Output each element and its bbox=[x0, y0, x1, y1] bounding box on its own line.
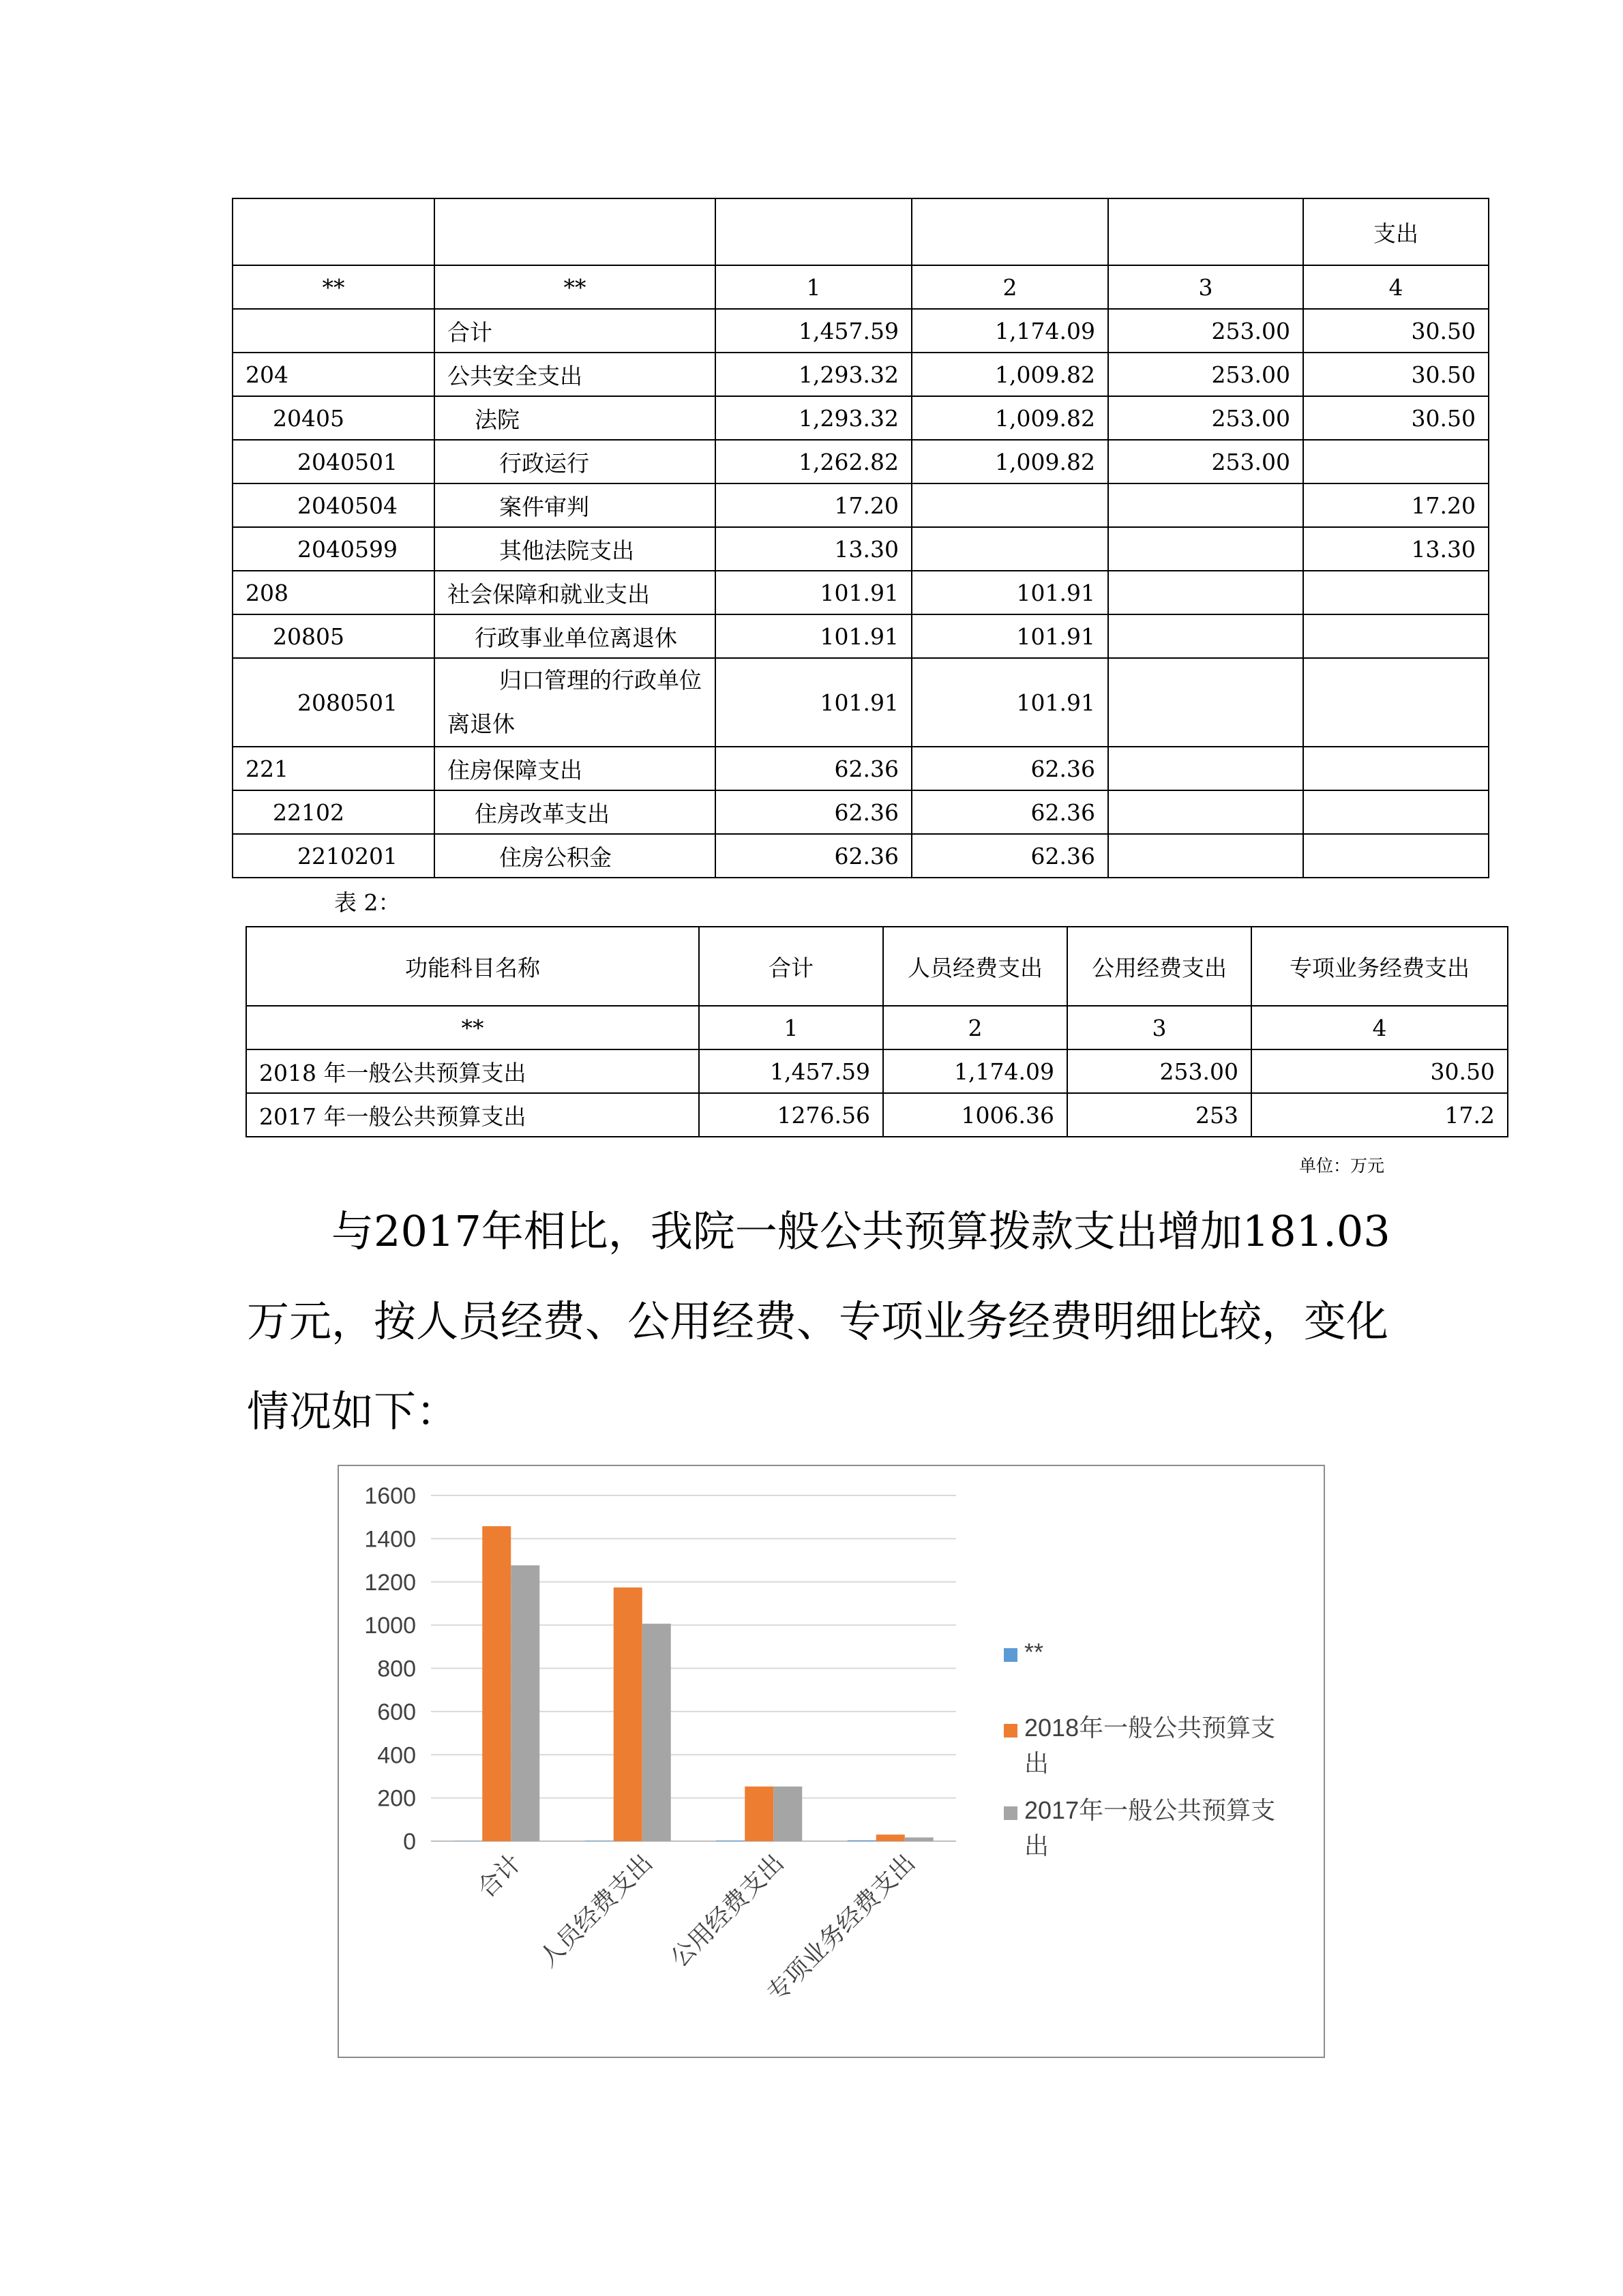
header-cell bbox=[233, 198, 434, 265]
table-row bbox=[233, 483, 1489, 527]
budget-comparison-table bbox=[245, 926, 1508, 1137]
value-cell: 101.91 bbox=[715, 658, 912, 747]
table-row bbox=[233, 614, 1489, 658]
value-cell: 62.36 bbox=[912, 790, 1108, 834]
table-row bbox=[233, 309, 1489, 353]
value-cell bbox=[1303, 790, 1489, 834]
value-cell: 101.91 bbox=[912, 658, 1108, 747]
budget-detail-table-body bbox=[233, 198, 1489, 878]
value-cell: 30.50 bbox=[1303, 309, 1489, 353]
value-cell bbox=[1108, 483, 1303, 527]
bar-chart bbox=[338, 1465, 1325, 2058]
bar bbox=[773, 1787, 802, 1841]
value-cell bbox=[1303, 614, 1489, 658]
index-cell: ** bbox=[233, 265, 434, 309]
value-cell: 1,262.82 bbox=[715, 440, 912, 483]
index-cell: 4 bbox=[1251, 1006, 1508, 1049]
y-tick-label: 400 bbox=[377, 1742, 416, 1769]
bar bbox=[482, 1526, 511, 1841]
name-cell: 行政运行 bbox=[434, 440, 715, 483]
code-cell: 2210201 bbox=[233, 834, 434, 878]
name-cell: 归口管理的行政单位离退休 bbox=[434, 658, 715, 747]
paragraph-text: 与2017年相比，我院一般公共预算拨款支出增加181.03万元，按人员经费、公用经费、专项业务经费明细比较，变化情况如下： bbox=[247, 1206, 1390, 1436]
bar bbox=[585, 1840, 614, 1841]
value-cell: 1,009.82 bbox=[912, 353, 1108, 396]
bar bbox=[905, 1838, 934, 1841]
budget-comparison-table-body bbox=[246, 927, 1508, 1137]
index-cell: 2 bbox=[912, 265, 1108, 309]
value-cell: 1276.56 bbox=[699, 1093, 883, 1137]
index-cell: ** bbox=[246, 1006, 699, 1049]
unit-note: 单位：万元 bbox=[1299, 1156, 1385, 1176]
table-index-row bbox=[246, 1006, 1508, 1049]
budget-detail-table bbox=[232, 198, 1489, 878]
x-tick-label: 人员经费支出 bbox=[534, 1849, 659, 1973]
value-cell: 101.91 bbox=[715, 614, 912, 658]
header-cell: 专项业务经费支出 bbox=[1251, 927, 1508, 1006]
y-tick-label: 600 bbox=[377, 1699, 416, 1725]
value-cell: 13.30 bbox=[715, 527, 912, 571]
name-cell: 住房改革支出 bbox=[434, 790, 715, 834]
table-row bbox=[233, 396, 1489, 440]
value-cell: 30.50 bbox=[1303, 353, 1489, 396]
x-tick-label: 专项业务经费支出 bbox=[762, 1849, 921, 2008]
value-cell: 1,009.82 bbox=[912, 440, 1108, 483]
header-cell bbox=[912, 198, 1108, 265]
name-cell: 其他法院支出 bbox=[434, 527, 715, 571]
code-cell: 204 bbox=[233, 353, 434, 396]
code-cell: 2080501 bbox=[233, 658, 434, 747]
table-row bbox=[233, 571, 1489, 614]
value-cell: 30.50 bbox=[1251, 1049, 1508, 1093]
value-cell bbox=[1303, 658, 1489, 747]
value-cell: 101.91 bbox=[912, 571, 1108, 614]
code-cell bbox=[233, 309, 434, 353]
y-tick-label: 1400 bbox=[364, 1526, 416, 1553]
legend-swatch bbox=[1004, 1806, 1017, 1820]
value-cell: 62.36 bbox=[715, 834, 912, 878]
x-tick-label: 合计 bbox=[472, 1849, 527, 1904]
value-cell: 13.30 bbox=[1303, 527, 1489, 571]
code-cell: 2040599 bbox=[233, 527, 434, 571]
body-paragraph bbox=[247, 1187, 1393, 1457]
value-cell bbox=[1303, 440, 1489, 483]
code-cell: 20805 bbox=[233, 614, 434, 658]
value-cell bbox=[1303, 834, 1489, 878]
row-label: 2018 年一般公共预算支出 bbox=[246, 1049, 699, 1093]
value-cell: 17.20 bbox=[715, 483, 912, 527]
legend-label: ** bbox=[1024, 1638, 1044, 1666]
value-cell bbox=[1108, 527, 1303, 571]
legend-label bbox=[1024, 1796, 1275, 1860]
table-header-row bbox=[246, 927, 1508, 1006]
y-tick-label: 1200 bbox=[364, 1569, 416, 1596]
value-cell: 1,174.09 bbox=[912, 309, 1108, 353]
code-cell: 208 bbox=[233, 571, 434, 614]
value-cell: 101.91 bbox=[715, 571, 912, 614]
header-cell bbox=[715, 198, 912, 265]
value-cell: 62.36 bbox=[912, 834, 1108, 878]
value-cell bbox=[1303, 571, 1489, 614]
row-label: 2017 年一般公共预算支出 bbox=[246, 1093, 699, 1137]
value-cell: 253.00 bbox=[1108, 353, 1303, 396]
value-cell bbox=[1108, 614, 1303, 658]
value-cell bbox=[1108, 747, 1303, 790]
name-cell: 法院 bbox=[434, 396, 715, 440]
code-cell: 20405 bbox=[233, 396, 434, 440]
table-row bbox=[233, 527, 1489, 571]
bar bbox=[511, 1565, 539, 1841]
table-row bbox=[233, 790, 1489, 834]
index-cell: ** bbox=[434, 265, 715, 309]
table-row bbox=[233, 353, 1489, 396]
index-cell: 1 bbox=[715, 265, 912, 309]
value-cell bbox=[1303, 747, 1489, 790]
index-cell: 4 bbox=[1303, 265, 1489, 309]
name-cell: 公共安全支出 bbox=[434, 353, 715, 396]
legend-label bbox=[1024, 1714, 1275, 1777]
value-cell: 1,457.59 bbox=[715, 309, 912, 353]
value-cell bbox=[1108, 571, 1303, 614]
y-tick-label: 200 bbox=[377, 1785, 416, 1812]
bar-chart-svg bbox=[339, 1466, 1324, 2057]
value-cell: 253.00 bbox=[1108, 440, 1303, 483]
table-row bbox=[246, 1093, 1508, 1137]
value-cell bbox=[1108, 658, 1303, 747]
legend-swatch bbox=[1004, 1724, 1017, 1738]
header-cell: 公用经费支出 bbox=[1067, 927, 1251, 1006]
table-row bbox=[233, 440, 1489, 483]
index-cell: 2 bbox=[883, 1006, 1067, 1049]
value-cell: 62.36 bbox=[715, 747, 912, 790]
code-cell: 22102 bbox=[233, 790, 434, 834]
y-tick-label: 0 bbox=[403, 1829, 416, 1855]
value-cell: 1,293.32 bbox=[715, 353, 912, 396]
header-cell bbox=[1108, 198, 1303, 265]
value-cell: 1006.36 bbox=[883, 1093, 1067, 1137]
bar bbox=[716, 1840, 745, 1841]
index-cell: 3 bbox=[1108, 265, 1303, 309]
value-cell: 253.00 bbox=[1108, 396, 1303, 440]
x-tick-label: 公用经费支出 bbox=[665, 1849, 790, 1973]
legend-swatch bbox=[1004, 1648, 1017, 1662]
table-header-row bbox=[233, 198, 1489, 265]
legend-label-line: 出 bbox=[1024, 1832, 1049, 1860]
code-cell: 2040501 bbox=[233, 440, 434, 483]
table2-caption: 表 2： bbox=[334, 889, 401, 916]
value-cell: 1,293.32 bbox=[715, 396, 912, 440]
header-cell: 人员经费支出 bbox=[883, 927, 1067, 1006]
bar bbox=[848, 1840, 876, 1841]
value-cell: 101.91 bbox=[912, 614, 1108, 658]
value-cell: 62.36 bbox=[715, 790, 912, 834]
bar bbox=[876, 1834, 905, 1841]
value-cell: 1,457.59 bbox=[699, 1049, 883, 1093]
name-cell: 住房保障支出 bbox=[434, 747, 715, 790]
value-cell: 17.2 bbox=[1251, 1093, 1508, 1137]
name-cell: 社会保障和就业支出 bbox=[434, 571, 715, 614]
table-row bbox=[246, 1049, 1508, 1093]
y-tick-label: 1000 bbox=[364, 1613, 416, 1639]
value-cell: 1,174.09 bbox=[883, 1049, 1067, 1093]
header-cell-expense: 支出 bbox=[1303, 198, 1489, 265]
table-index-row bbox=[233, 265, 1489, 309]
y-tick-label: 800 bbox=[377, 1656, 416, 1682]
legend-label-line: 2018年一般公共预算支 bbox=[1024, 1714, 1276, 1742]
bar bbox=[614, 1587, 642, 1841]
code-cell: 221 bbox=[233, 747, 434, 790]
name-cell: 住房公积金 bbox=[434, 834, 715, 878]
name-cell: 合计 bbox=[434, 309, 715, 353]
table-row bbox=[233, 747, 1489, 790]
value-cell bbox=[912, 483, 1108, 527]
value-cell: 1,009.82 bbox=[912, 396, 1108, 440]
legend-label-line: 2017年一般公共预算支 bbox=[1024, 1796, 1276, 1824]
bar bbox=[642, 1624, 671, 1841]
value-cell: 62.36 bbox=[912, 747, 1108, 790]
value-cell bbox=[912, 527, 1108, 571]
value-cell: 30.50 bbox=[1303, 396, 1489, 440]
table-row bbox=[233, 834, 1489, 878]
name-cell: 案件审判 bbox=[434, 483, 715, 527]
value-cell: 253 bbox=[1067, 1093, 1251, 1137]
value-cell bbox=[1108, 834, 1303, 878]
value-cell bbox=[1108, 790, 1303, 834]
value-cell: 253.00 bbox=[1067, 1049, 1251, 1093]
bar bbox=[745, 1787, 773, 1841]
value-cell: 17.20 bbox=[1303, 483, 1489, 527]
header-cell: 功能科目名称 bbox=[246, 927, 699, 1006]
header-cell bbox=[434, 198, 715, 265]
index-cell: 1 bbox=[699, 1006, 883, 1049]
table-row bbox=[233, 658, 1489, 747]
name-cell: 行政事业单位离退休 bbox=[434, 614, 715, 658]
value-cell: 253.00 bbox=[1108, 309, 1303, 353]
index-cell: 3 bbox=[1067, 1006, 1251, 1049]
header-cell: 合计 bbox=[699, 927, 883, 1006]
legend-label-line: 出 bbox=[1024, 1749, 1049, 1777]
y-tick-label: 1600 bbox=[364, 1483, 416, 1509]
code-cell: 2040504 bbox=[233, 483, 434, 527]
